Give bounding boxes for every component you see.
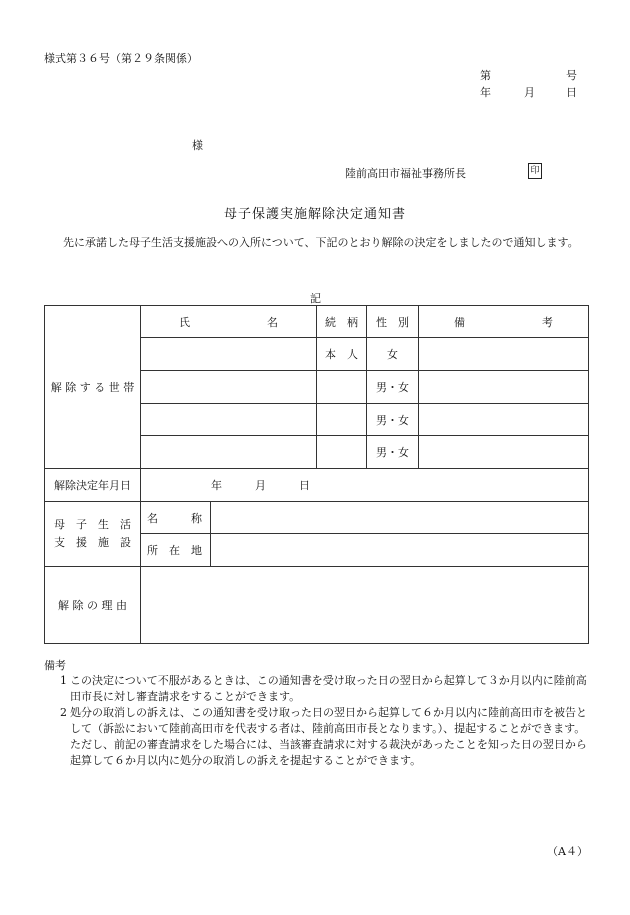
ki-label: 記 [310,292,321,305]
remarks-cell[interactable] [419,371,589,404]
remarks-cell[interactable] [419,338,589,371]
form-number: 様式第３６号（第２９条関係） [44,52,198,65]
number-suffix: 号 [566,69,577,82]
note-text: この決定について不服があるときは、この通知書を受け取った日の翌日から起算して３か月以内に陸前高田市長に対し審査請求をすることができます。 [70,674,587,703]
intro-text: 先に承諾した母子生活支援施設への入所について、下記のとおり解除の決定をしましたので通知します。 [63,236,579,249]
decision-date-value[interactable] [141,469,589,502]
household-label: 解 除 す る 世 帯 [45,306,141,469]
seal-mark: 印 [528,163,542,179]
col-name-header: 氏 名 [141,306,317,338]
note-item [60,705,590,769]
name-cell[interactable] [141,371,317,404]
issuer: 陸前高田市福祉事務所長 [345,167,466,180]
sex-cell[interactable]: 男・女 [367,436,419,469]
name-cell[interactable] [141,404,317,436]
decision-date-text: 年 月 日 [211,479,310,492]
facility-label-line-2: 支 援 施 設 [54,536,131,549]
number-prefix: 第 [480,69,491,82]
reason-value[interactable] [141,567,589,644]
facility-address-value[interactable] [211,534,589,567]
date-year: 年 [480,86,491,99]
sex-cell[interactable]: 男・女 [367,371,419,404]
relation-cell[interactable] [317,436,367,469]
form-table [44,305,589,644]
decision-date-label: 解除決定年月日 [45,469,141,502]
name-cell[interactable] [141,436,317,469]
facility-name-label: 名 称 [141,502,211,534]
sex-cell[interactable]: 男・女 [367,404,419,436]
note-number: 2 [60,706,67,719]
name-cell[interactable] [141,338,317,371]
relation-cell[interactable] [317,371,367,404]
addressee-suffix: 様 [192,139,203,152]
notes-heading: 備考 [44,659,66,672]
note-number: 1 [60,674,67,687]
facility-label-line-1: 母 子 生 活 [54,518,131,531]
relation-cell[interactable] [317,404,367,436]
col-relation-header: 続 柄 [317,306,367,338]
relation-cell[interactable]: 本 人 [317,338,367,371]
note-item [60,673,590,705]
sex-cell[interactable]: 女 [367,338,419,371]
date-day: 日 [566,86,577,99]
date-month: 月 [524,86,535,99]
remarks-cell[interactable] [419,436,589,469]
col-remarks-header: 備 考 [419,306,589,338]
facility-label [45,502,141,567]
note-text: 処分の取消しの訴えは、この通知書を受け取った日の翌日から起算して６か月以内に陸前高田市を被告として（訴訟において陸前高田市を代表する者は、陸前高田市長となります。）、提起することができます。ただし、前記の審査請求をした場合には、当該審査請求に対する裁決があったことを知った日の翌日から起算して６か月以内に処分の取消しの訴えを提起することができます。 [70,706,587,767]
remarks-cell[interactable] [419,404,589,436]
facility-name-value[interactable] [211,502,589,534]
facility-address-label: 所 在 地 [141,534,211,567]
col-sex-header: 性 別 [367,306,419,338]
paper-size: （A４） [547,845,588,858]
document-title: 母子保護実施解除決定通知書 [223,207,406,222]
reason-label: 解 除 の 理 由 [45,567,141,644]
